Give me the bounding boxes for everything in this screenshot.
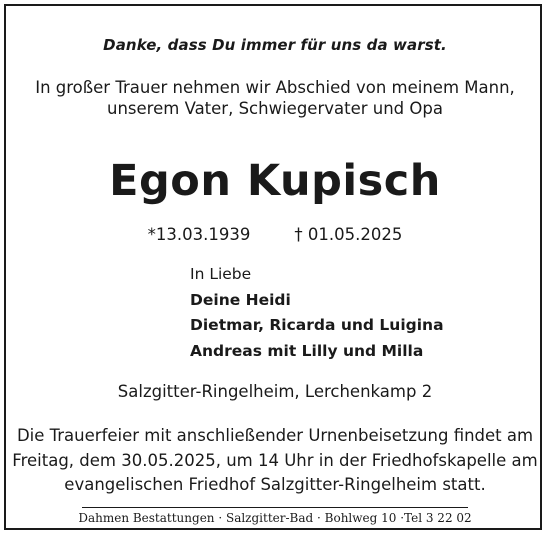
life-dates [0, 225, 550, 244]
funeral-line-2: Freitag, dem 30.05.2025, um 14 Uhr in der Friedhofskapelle am [12, 450, 538, 470]
mourners-lead: In Liebe [190, 265, 252, 283]
undertaker-footer: Dahmen Bestattungen · Salzgitter-Bad · Bohlweg 10 ·Tel 3 22 02 [78, 511, 472, 525]
mourner-name: Deine Heidi [190, 290, 291, 309]
intro-line-1: In großer Trauer nehmen wir Abschied von meinem Mann, [35, 78, 515, 97]
mourners-list [190, 262, 444, 364]
motto: Danke, dass Du immer für uns da warst. [103, 36, 447, 54]
deceased-name: Egon Kupisch [109, 156, 441, 206]
family-address: Salzgitter-Ringelheim, Lerchenkamp 2 [117, 382, 433, 401]
death-date: † 01.05.2025 [294, 225, 403, 244]
mourner-name: Andreas mit Lilly und Milla [190, 341, 424, 360]
funeral-details [0, 424, 550, 498]
birth-date: *13.03.1939 [147, 225, 251, 244]
intro-line-2: unserem Vater, Schwiegervater und Opa [107, 98, 443, 118]
funeral-line-3: evangelischen Friedhof Salzgitter-Ringelheim statt. [64, 475, 486, 494]
mourner-name: Dietmar, Ricarda und Luigina [190, 316, 444, 334]
funeral-line-1: Die Trauerfeier mit anschließender Urnenbeisetzung findet am [16, 426, 534, 445]
intro-text [0, 78, 550, 119]
footer-divider [82, 507, 468, 508]
